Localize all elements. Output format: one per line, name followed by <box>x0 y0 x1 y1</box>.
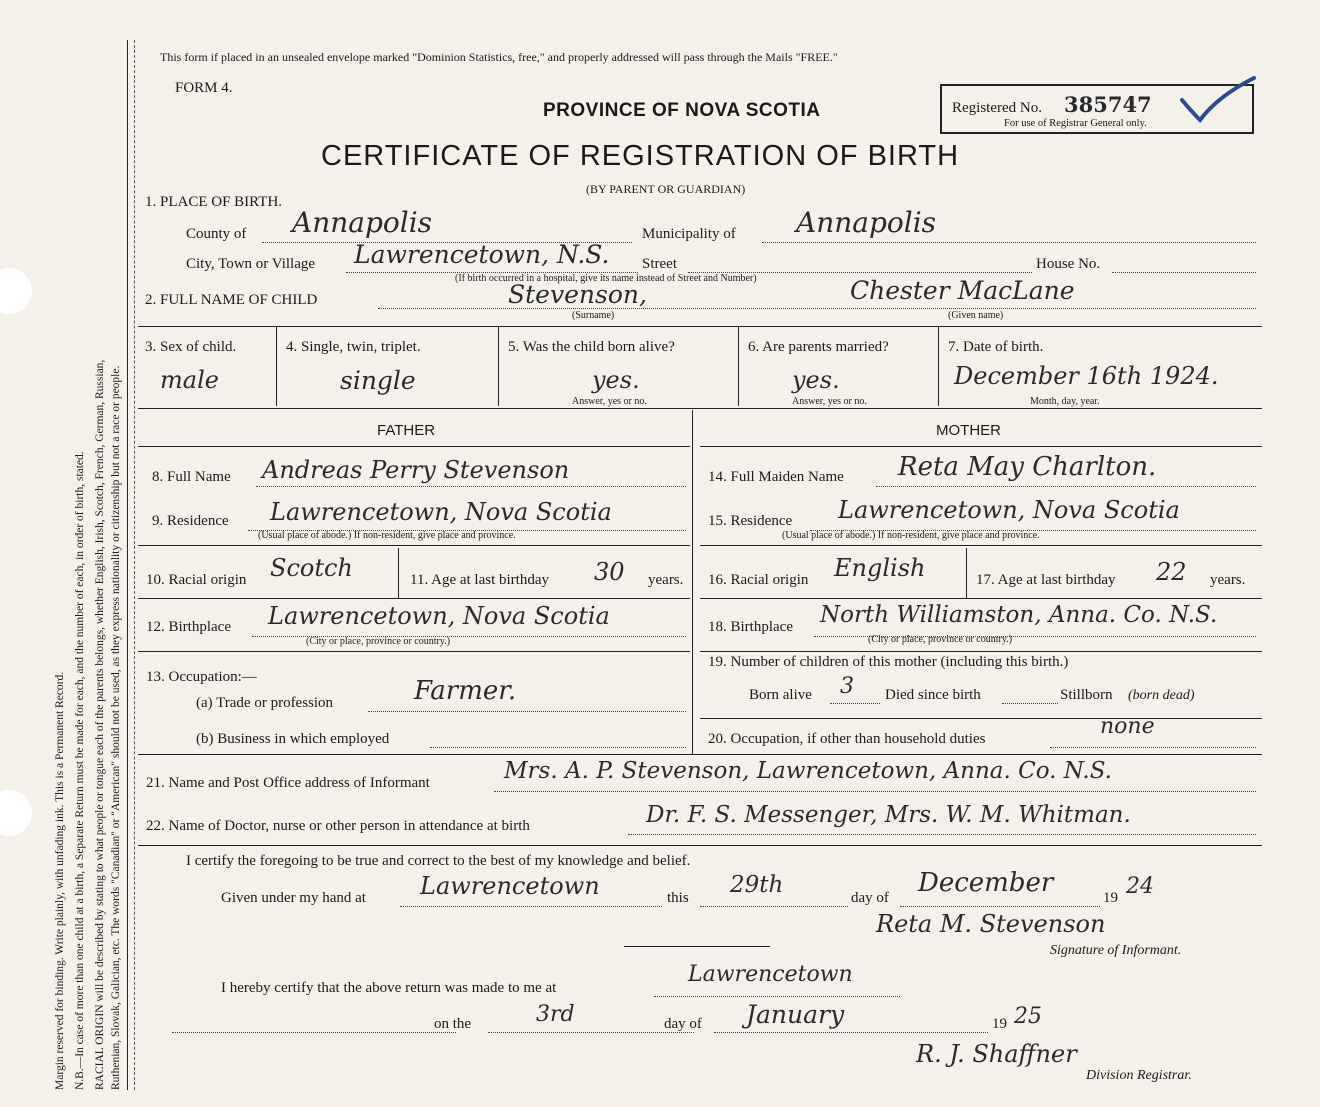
trade-label: (a) Trade or profession <box>196 695 334 711</box>
certificate-title: CERTIFICATE OF REGISTRATION OF BIRTH <box>321 140 960 172</box>
registrar-statement: I hereby certify that the above return was made to me at <box>221 980 557 996</box>
child-name-label: 2. FULL NAME OF CHILD <box>145 292 318 308</box>
registrar-year-prefix: 19 <box>992 1016 1007 1032</box>
rule <box>138 545 690 546</box>
margin-note-racial-origin-cont: Ruthenian, Slovak, Galician, etc. The words "Canadian" or "American" should not be used, as they express nationality or citizenship but not a race or people. <box>110 365 122 1090</box>
rule <box>138 754 1262 755</box>
sex-value: male <box>160 366 219 394</box>
given-at-value: Lawrencetown <box>420 872 600 900</box>
mother-birthplace-note: (City or place, province or country.) <box>868 634 1013 645</box>
registered-number: 385747 <box>1064 92 1152 117</box>
mother-occupation-value: none <box>1100 714 1155 739</box>
certify-day-line <box>700 906 848 907</box>
date-of-birth-note: Month, day, year. <box>1030 396 1100 407</box>
mother-name-label: 14. Full Maiden Name <box>708 469 844 485</box>
mother-occupation-label: 20. Occupation, if other than household duties <box>708 731 986 747</box>
rule <box>138 408 1262 409</box>
father-age-label: 11. Age at last birthday <box>410 572 549 588</box>
father-name-line <box>256 486 686 487</box>
margin-rule <box>127 40 128 1090</box>
certify-day-value: 29th <box>730 872 784 898</box>
mail-note: This form if placed in an unsealed envelope marked "Dominion Statistics, free," and properly addressed will pass through the Mails "FREE." <box>160 50 838 64</box>
mother-race-label: 16. Racial origin <box>708 572 809 588</box>
city-label: City, Town or Village <box>186 256 316 272</box>
certify-statement: I certify the foregoing to be true and correct to the best of my knowledge and belief. <box>186 853 691 869</box>
plurality-label: 4. Single, twin, triplet. <box>286 339 421 355</box>
mother-name-line <box>876 486 1256 487</box>
registration-box <box>940 84 1254 134</box>
registrar-blank-line <box>172 1032 456 1033</box>
certify-day-of-label: day of <box>851 890 889 906</box>
father-birthplace-label: 12. Birthplace <box>146 619 231 635</box>
rule <box>738 326 739 406</box>
father-residence-note: (Usual place of abode.) If non-resident, give place and province. <box>258 530 516 541</box>
hospital-note: (If birth occurred in a hospital, give its name instead of Street and Number) <box>455 273 757 284</box>
rule <box>138 446 690 447</box>
rule <box>700 718 1262 719</box>
rule <box>938 326 939 406</box>
informant-line <box>494 791 1256 792</box>
child-given-name: Chester MacLane <box>850 276 1075 305</box>
doctor-value: Dr. F. S. Messenger, Mrs. W. M. Whitman. <box>646 802 1131 828</box>
rule <box>692 410 693 754</box>
father-name-label: 8. Full Name <box>152 469 231 485</box>
rule <box>398 548 399 598</box>
father-name-value: Andreas Perry Stevenson <box>262 456 570 484</box>
informant-value: Mrs. A. P. Stevenson, Lawrencetown, Anna. Co. N.S. <box>504 758 1112 784</box>
mother-age-value: 22 <box>1156 558 1187 586</box>
parents-married-label: 6. Are parents married? <box>748 339 889 355</box>
died-since-birth-label: Died since birth <box>885 687 981 703</box>
registrar-place-value: Lawrencetown <box>688 962 853 987</box>
house-number-label: House No. <box>1036 256 1101 272</box>
rule <box>498 326 499 406</box>
given-at-line <box>400 906 662 907</box>
rule <box>624 946 770 947</box>
registrar-signature-label: Division Registrar. <box>1086 1068 1192 1083</box>
mother-birthplace-label: 18. Birthplace <box>708 619 793 635</box>
mother-name-value: Reta May Charlton. <box>898 452 1157 482</box>
father-birthplace-value: Lawrencetown, Nova Scotia <box>268 602 610 630</box>
mother-race-value: English <box>834 554 926 582</box>
mother-residence-label: 15. Residence <box>708 513 793 529</box>
child-surname: Stevenson, <box>508 280 647 309</box>
registrar-day-value: 3rd <box>536 1002 575 1027</box>
mother-years-label: years. <box>1210 572 1246 588</box>
born-alive-value: yes. <box>592 366 640 394</box>
place-of-birth-label: 1. PLACE OF BIRTH. <box>145 194 283 210</box>
rule <box>700 446 1262 447</box>
margin-note-racial-origin: RACIAL ORIGIN will be described by stating to what people or tongue each of the parents belongs, whether English, Irish, Scotch, French, German, Russian, <box>94 359 106 1090</box>
registrar-month-value: January <box>746 1000 845 1029</box>
margin-note-binding: Margin reserved for binding. Write plainly, with unfading ink. This is a Permanent Record. <box>54 671 66 1090</box>
rule <box>138 845 1262 846</box>
certify-year-prefix: 19 <box>1103 890 1118 906</box>
municipality-label: Municipality of <box>642 226 736 242</box>
business-line <box>430 747 686 748</box>
certificate-subtitle: (BY PARENT OR GUARDIAN) <box>586 182 746 196</box>
punch-hole <box>0 790 32 836</box>
rule <box>700 545 1262 546</box>
mother-heading: MOTHER <box>936 422 1001 439</box>
father-age-value: 30 <box>594 558 625 586</box>
registrar-note: For use of Registrar General only. <box>1004 118 1147 129</box>
informant-signature: Reta M. Stevenson <box>876 910 1106 938</box>
died-since-birth-line <box>1002 703 1058 704</box>
checkmark-icon <box>1178 72 1258 132</box>
rule <box>700 598 1262 599</box>
registrar-month-line <box>714 1032 988 1033</box>
mother-residence-note: (Usual place of abode.) If non-resident, give place and province. <box>782 530 1040 541</box>
stillborn-note: (born dead) <box>1128 688 1195 703</box>
margin-note-multiple-births: N.B.—In case of more than one child at a birth, a Separate Return must be made for each, and the number of each, in order of birth, stated. <box>74 451 86 1090</box>
punch-hole <box>0 268 32 314</box>
doctor-label: 22. Name of Doctor, nurse or other person in attendance at birth <box>146 818 530 834</box>
county-label: County of <box>186 226 247 242</box>
father-heading: FATHER <box>377 422 436 439</box>
born-alive-count-label: Born alive <box>749 687 812 703</box>
city-value: Lawrencetown, N.S. <box>354 240 610 269</box>
father-birthplace-note: (City or place, province or country.) <box>306 636 451 647</box>
rule <box>966 548 967 598</box>
registrar-place-line <box>654 996 900 997</box>
mother-occupation-line <box>1050 747 1256 748</box>
province-heading: PROVINCE OF NOVA SCOTIA <box>543 100 821 121</box>
born-alive-count-value: 3 <box>840 674 854 699</box>
municipality-line <box>762 242 1256 243</box>
rule <box>138 651 690 652</box>
form-number: FORM 4. <box>175 80 233 96</box>
father-residence-value: Lawrencetown, Nova Scotia <box>270 498 612 526</box>
born-alive-count-line <box>830 703 880 704</box>
certify-month-value: December <box>918 868 1054 898</box>
rule <box>138 326 1262 327</box>
sex-label: 3. Sex of child. <box>145 339 237 355</box>
mother-residence-value: Lawrencetown, Nova Scotia <box>838 496 1180 524</box>
mother-age-label: 17. Age at last birthday <box>976 572 1116 588</box>
business-label: (b) Business in which employed <box>196 731 390 747</box>
registrar-year-value: 25 <box>1014 1004 1042 1029</box>
plurality-value: single <box>340 366 416 395</box>
father-race-label: 10. Racial origin <box>146 572 247 588</box>
trade-value: Farmer. <box>414 676 517 706</box>
municipality-value: Annapolis <box>796 206 937 239</box>
date-of-birth-value: December 16th 1924. <box>954 362 1219 390</box>
mother-birthplace-value: North Williamston, Anna. Co. N.S. <box>820 602 1218 628</box>
father-years-label: years. <box>648 572 684 588</box>
born-alive-label: 5. Was the child born alive? <box>508 339 675 355</box>
rule <box>276 326 277 406</box>
registrar-signature: R. J. Shaffner <box>916 1040 1077 1068</box>
rule <box>138 598 690 599</box>
children-count-label: 19. Number of children of this mother (including this birth.) <box>708 654 1069 670</box>
given-name-note: (Given name) <box>948 310 1004 321</box>
county-value: Annapolis <box>292 206 433 239</box>
parents-married-value: yes. <box>792 366 840 394</box>
informant-signature-label: Signature of Informant. <box>1050 943 1182 958</box>
certify-year-value: 24 <box>1126 874 1154 899</box>
rule <box>700 651 1262 652</box>
registrar-day-of-label: day of <box>664 1016 702 1032</box>
informant-label: 21. Name and Post Office address of Informant <box>146 775 430 791</box>
father-residence-label: 9. Residence <box>152 513 229 529</box>
father-race-value: Scotch <box>270 554 353 582</box>
doctor-line <box>628 834 1256 835</box>
street-label: Street <box>642 256 677 272</box>
given-at-label: Given under my hand at <box>221 890 366 906</box>
house-number-line <box>1112 272 1256 273</box>
parents-married-note: Answer, yes or no. <box>792 396 867 407</box>
surname-note: (Surname) <box>572 310 615 321</box>
trade-line <box>368 711 686 712</box>
registrar-on-label: on the <box>434 1016 472 1032</box>
certify-this-label: this <box>667 890 689 906</box>
born-alive-note: Answer, yes or no. <box>572 396 647 407</box>
father-occupation-label: 13. Occupation:— <box>146 669 257 685</box>
registered-label: Registered No. <box>952 100 1042 116</box>
certify-month-line <box>900 906 1100 907</box>
date-of-birth-label: 7. Date of birth. <box>948 339 1044 355</box>
margin-rule-dashed <box>134 40 136 1090</box>
stillborn-label: Stillborn <box>1060 687 1113 703</box>
